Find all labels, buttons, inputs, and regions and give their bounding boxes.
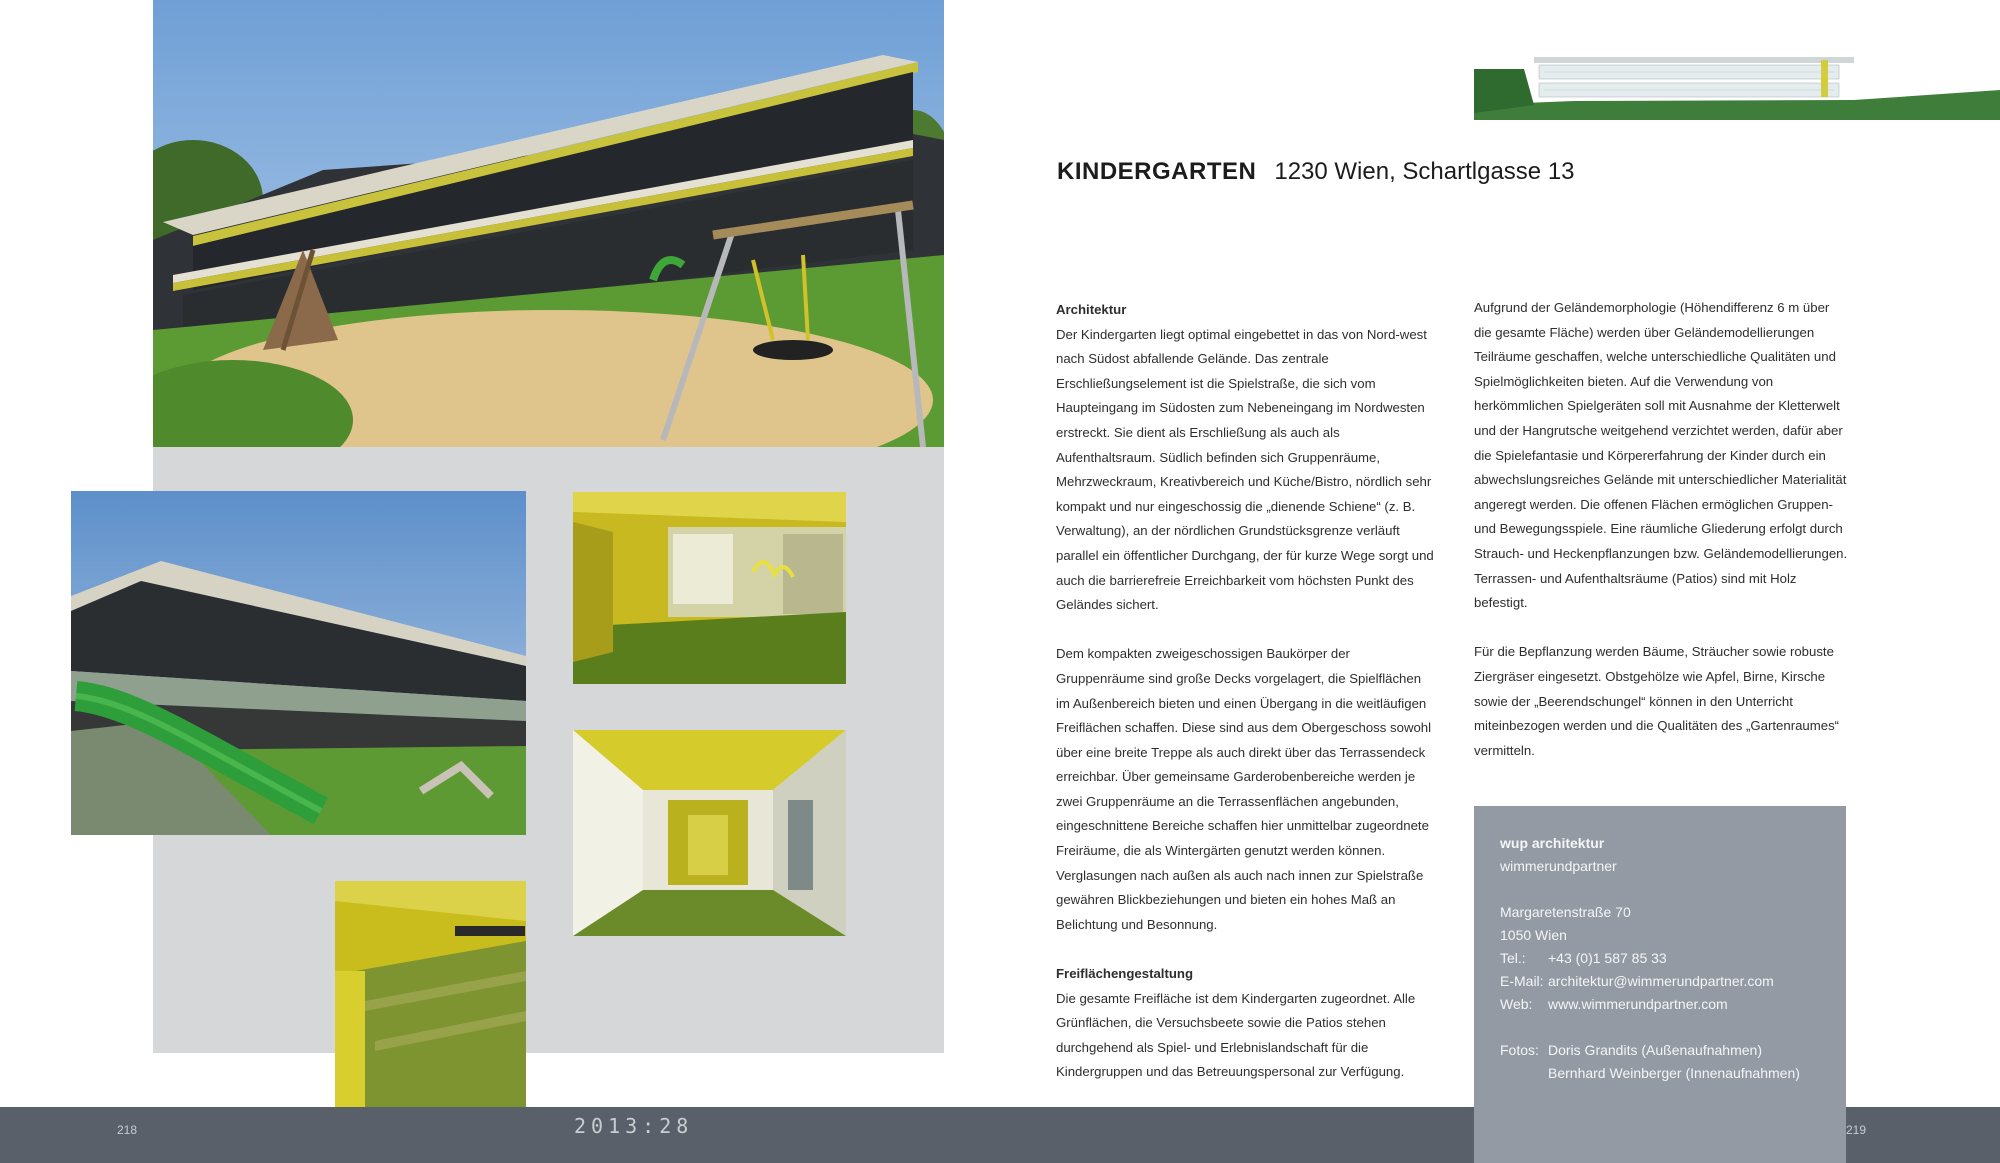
photo-credit-2: Bernhard Weinberger (Innenaufnahmen) xyxy=(1548,1065,1800,1081)
interior-hall-photo xyxy=(573,730,846,936)
section-text-freiflaechen: Die gesamte Freifläche ist dem Kindergarten zugeordnet. Alle Grünflächen, die Versuchsbeete sowie die Patios stehen durchgehend als Spiel- und Erlebnislandschaft für die Kindergruppen und das Betreuungspersonal zur Verfügung. xyxy=(1056,990,1416,1080)
project-address: 1230 Wien, Schartlgasse 13 xyxy=(1274,158,1575,185)
section-text-architektur: Der Kindergarten liegt optimal eingebettet in das von Nord-west nach Südost abfallende Gelände. Das zentrale Erschließungselement ist die Spielstraße, die sich vom Haupteingang im Südosten zum Nebeneingang im Nordwesten erstreckt. Sie dient als Erschließung als auch als Aufenthaltsraum. Südlich befinden sich Gruppenräume, Mehrzweckraum, Kreativbereich und Küche/Bistro, nördlich sehr kompakt und nur eingeschossig die „dienende Schiene“ (z. B. Verwaltung), an der nördlichen Grundstücksgrenze verläuft parallel ein öffentlicher Durchgang, der für kurze Wege sorgt und auch die barrierefreie Erreichbarkeit vom höchsten Punkt des Geländes sichert. xyxy=(1056,326,1434,613)
firm-name: wup architektur xyxy=(1500,835,1605,851)
interior-stair-photo xyxy=(335,881,526,1107)
photo-credit-1: Doris Grandits (Außenaufnahmen) xyxy=(1548,1042,1762,1058)
exterior-main-photo xyxy=(153,0,944,447)
web-label: Web: xyxy=(1500,996,1533,1012)
edition-label: 2013:28 xyxy=(574,1114,694,1138)
project-type: KINDERGARTEN xyxy=(1057,158,1257,185)
page-number-left: 218 xyxy=(117,1123,138,1137)
firm-subname: wimmerundpartner xyxy=(1500,858,1617,874)
photos-label: Fotos: xyxy=(1500,1042,1539,1058)
page-title xyxy=(1057,158,1575,186)
architect-info-box-extension xyxy=(1474,1107,1846,1163)
elevation-drawing xyxy=(1474,55,2000,120)
street-address: Margaretenstraße 70 xyxy=(1500,904,1631,920)
page-number-right: 219 xyxy=(1846,1123,1867,1137)
web-link[interactable]: www.wimmerundpartner.com xyxy=(1548,996,1728,1012)
right-paragraph-2: Für die Bepflanzung werden Bäume, Sträucher sowie robuste Ziergräser eingesetzt. Obstgehölze wie Apfel, Birne, Kirsche sowie der „Beerendschungel“ können in den Unterricht miteinbezogen werden und die Qualitäten des „Gartenraumes“ vermitteln. xyxy=(1474,644,1840,758)
architect-info xyxy=(1500,832,1840,1085)
right-paragraph-1: Aufgrund der Geländemorphologie (Höhendifferenz 6 m über die gesamte Fläche) werden über Geländemodellierungen Teilräume geschaffen, welche unterschiedliche Qualitäten und Spielmöglichkeiten bieten. Auf die Verwendung von herkömmlichen Spielgeräten soll mit Ausnahme der Kletterwelt und der Hangrutsche weitgehend verzichtet werden, dafür aber die Spielefantasie und Körpererfahrung der Kinder durch ein abwechslungsreiches Gelände mit unterschiedlicher Materialität angeregt werden. Die offenen Flächen ermöglichen Gruppen- und Bewegungsspiele. Eine räumliche Gliederung erfolgt durch Strauch- und Heckenpflanzungen bzw. Geländemodellierungen. Terrassen- und Aufenthaltsräume (Patios) sind mit Holz befestigt. xyxy=(1474,300,1848,611)
city: 1050 Wien xyxy=(1500,927,1567,943)
email-label: E-Mail: xyxy=(1500,973,1544,989)
email-link[interactable]: architektur@wimmerundpartner.com xyxy=(1548,973,1774,989)
text-column-right xyxy=(1474,296,1850,788)
section-heading-freiflaechen: Freiflächengestaltung xyxy=(1056,966,1194,982)
section-heading-architektur: Architektur xyxy=(1056,302,1127,317)
tel-label: Tel.: xyxy=(1500,950,1526,966)
text-column-left xyxy=(1056,298,1434,1110)
interior-corridor-photo xyxy=(573,492,846,684)
section-text-architektur-2: Dem kompakten zweigeschossigen Baukörper der Gruppenräume sind große Decks vorgelagert, die Spielflächen im Außenbereich bieten und einen Übergang in die weitläufigen Freiflächen schaffen. Diese sind aus dem Obergeschoss sowohl über eine breite Treppe als auch direkt über das Terrassendeck erreichbar. Über gemeinsame Garderobenbereiche werden je zwei Gruppenräume an die Terrassenflächen angebunden, eingeschnittene Bereiche schaffen hier unmittelbar zugeordnete Freiräume, die als Wintergärten genutzt werden können. Verglasungen nach außen als auch nach innen zur Spielstraße gewähren Blickbeziehungen und bieten ein hohes Maß an Belichtung und Besonnung. xyxy=(1056,646,1432,932)
exterior-slide-photo xyxy=(71,491,526,835)
tel-value: +43 (0)1 587 85 33 xyxy=(1548,950,1667,966)
